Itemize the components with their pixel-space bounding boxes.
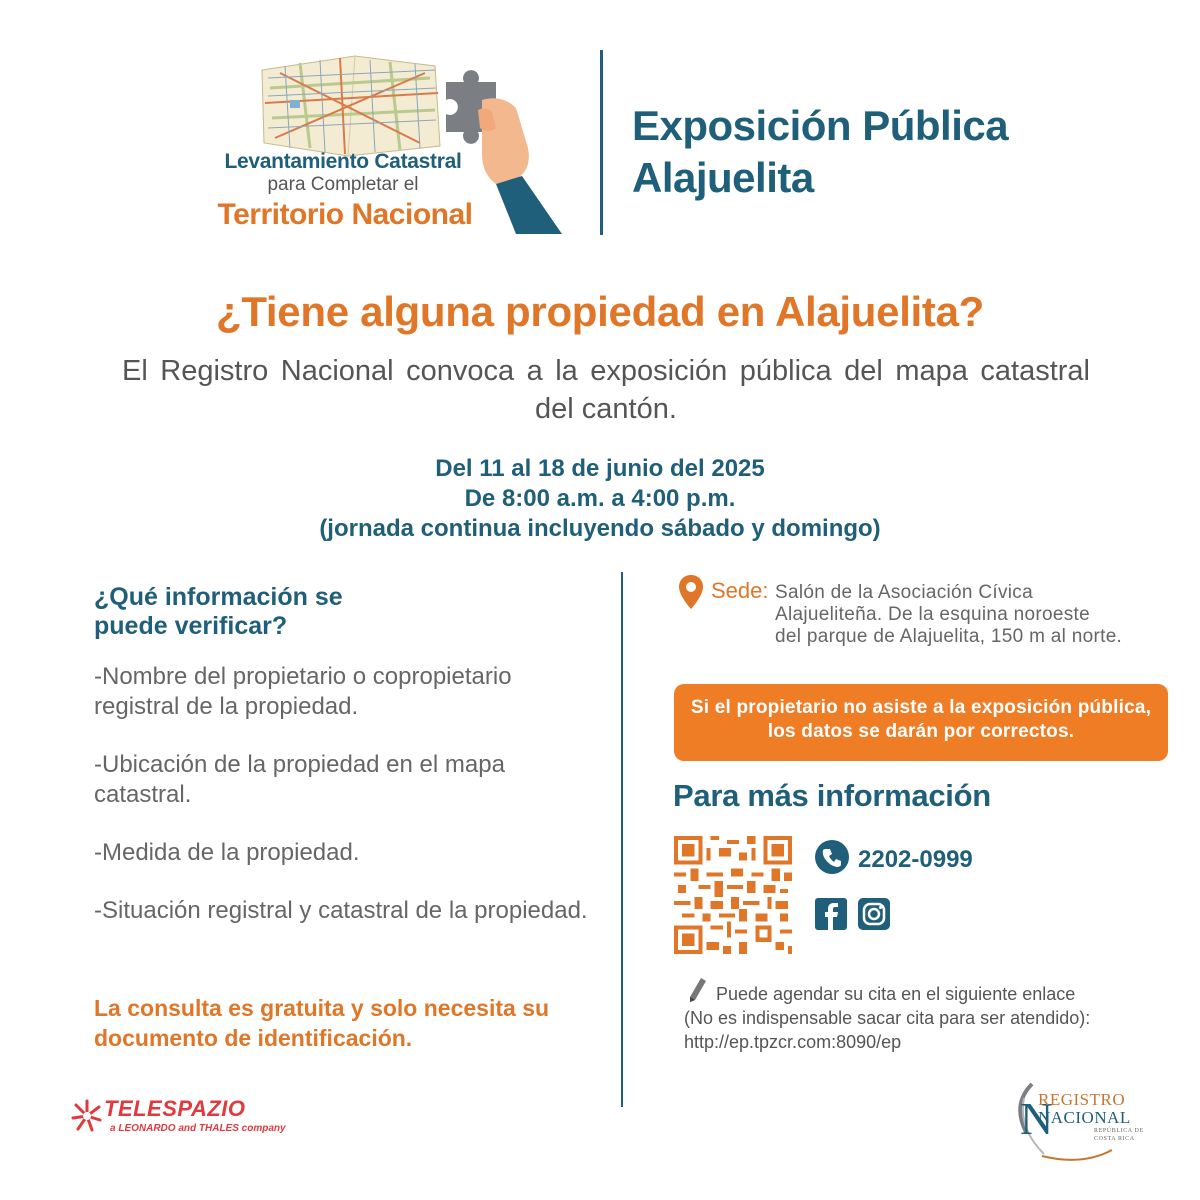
more-info-title: Para más información [673, 778, 991, 813]
venue-label: Sede: [711, 578, 769, 603]
list-item: -Ubicación de la propiedad en el mapa catastral. [94, 751, 505, 808]
venue-line-1: Salón de la Asociación Cívica [775, 582, 1033, 603]
info-list [94, 662, 594, 954]
telespazio-logo-text: TELESPAZIO [104, 1096, 246, 1121]
logo-line-2: para Completar el [267, 174, 419, 195]
schedule-dates: Del 11 al 18 de junio del 2025 [435, 455, 765, 482]
intro-paragraph: El Registro Nacional convoca a la exposición pública del mapa catastral del cantón. [122, 355, 1090, 425]
venue-line-2: Alajueliteña. De la esquina noroeste [775, 604, 1091, 625]
qr-code[interactable] [674, 836, 792, 954]
phone-number[interactable]: 2202-0999 [858, 846, 973, 873]
list-item: -Situación registral y catastral de la propiedad. [94, 897, 588, 924]
schedule-hours: De 8:00 a.m. a 4:00 p.m. [464, 485, 736, 512]
appointment-line-2: (No es indispensable sacar cita para ser atendido): [684, 1008, 1091, 1028]
page-title-line-1: Exposición Pública [632, 102, 1009, 149]
column-divider [621, 572, 623, 1107]
appointment-line-1: Puede agendar su cita en el siguiente enlace [716, 984, 1076, 1004]
telespazio-logo-icon [70, 1098, 104, 1134]
logo-line-1: Levantamiento Catastral [224, 150, 462, 173]
warning-text: Si el propietario no asiste a la exposición pública, los datos se darán por correctos. [690, 697, 1152, 742]
page-title-line-2: Alajuelita [632, 154, 814, 201]
venue-line-3: del parque de Alajuelita, 150 m al norte. [775, 626, 1123, 647]
free-consultation-note: La consulta es gratuita y solo necesita su documento de identificación. [94, 995, 550, 1051]
list-item: -Nombre del propietario o copropietario registral de la propiedad. [94, 663, 512, 720]
header-divider [600, 50, 603, 235]
telespazio-logo-subtitle: a LEONARDO and THALES company [110, 1123, 286, 1134]
headline: ¿Tiene alguna propiedad en Alajuelita? [215, 288, 985, 335]
schedule-note: (jornada continua incluyendo sábado y domingo) [319, 515, 881, 542]
info-title-line-1: ¿Qué información se [94, 583, 343, 611]
phone-icon [815, 840, 849, 874]
page-title [632, 100, 1008, 204]
svg-text:N: N [1020, 1093, 1054, 1144]
registro-nacional-line-2: NACIONAL [1038, 1108, 1131, 1127]
facebook-icon[interactable] [815, 898, 847, 930]
list-item: -Medida de la propiedad. [94, 839, 360, 866]
info-section-title [94, 583, 424, 641]
registro-nacional-subtitle-2: COSTA RICA [1094, 1136, 1135, 1142]
registro-nacional-line-1: REGISTRO [1038, 1090, 1126, 1109]
map-pin-icon [678, 574, 704, 610]
venue-address [775, 582, 1175, 648]
schedule-block [0, 454, 1200, 544]
appointment-link[interactable]: http://ep.tpzcr.com:8090/ep [684, 1032, 902, 1052]
registro-nacional-subtitle-1: REPÚBLICA DE [1094, 1128, 1144, 1134]
appointment-info [684, 982, 1124, 1054]
info-title-line-2: puede verificar? [94, 612, 288, 640]
instagram-icon[interactable] [858, 898, 890, 930]
logo-line-3: Territorio Nacional [217, 198, 473, 231]
